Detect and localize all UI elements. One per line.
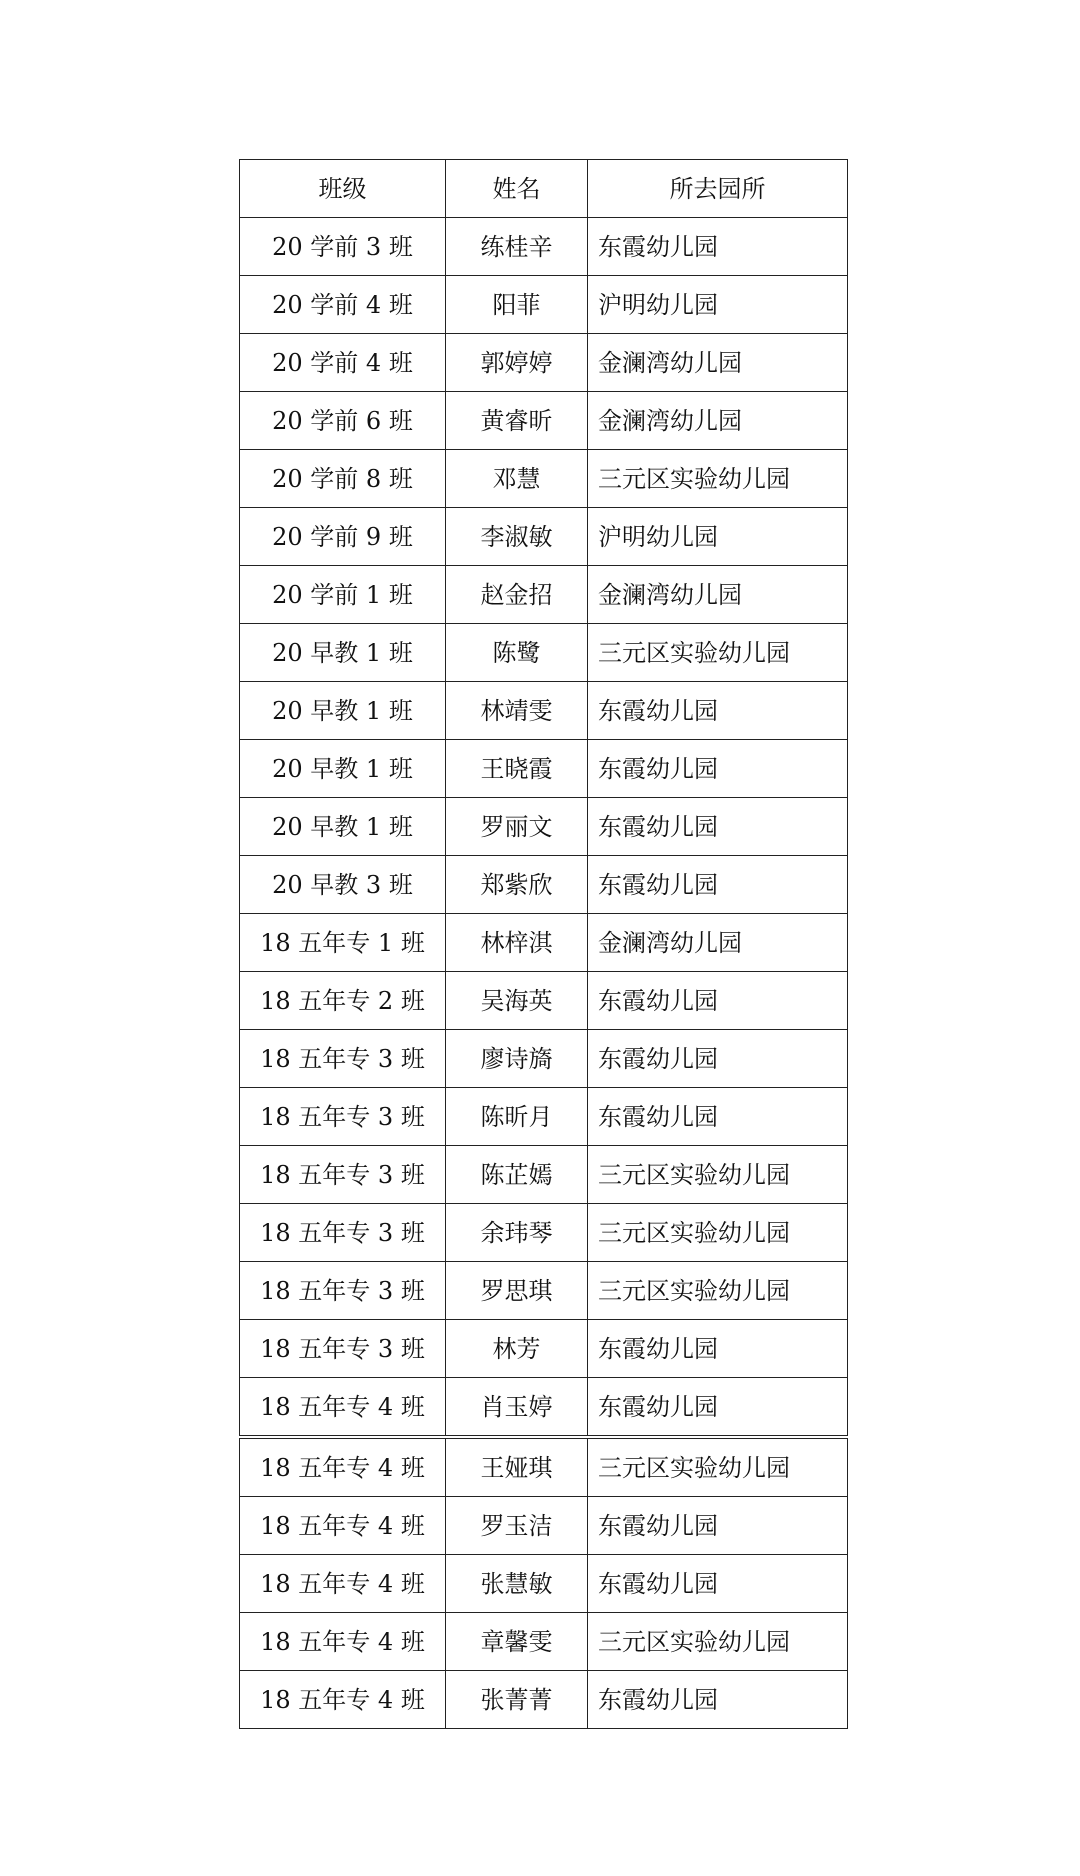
kindergarten-cell: 东霞幼儿园 xyxy=(588,1030,848,1088)
name-cell: 林梓淇 xyxy=(446,914,588,972)
class-cell: 18 五年专 3 班 xyxy=(240,1030,446,1088)
header-class: 班级 xyxy=(240,160,446,218)
table-row xyxy=(240,1378,848,1438)
table-row xyxy=(240,334,848,392)
table-row xyxy=(240,914,848,972)
class-cell: 18 五年专 3 班 xyxy=(240,1088,446,1146)
kindergarten-cell: 金澜湾幼儿园 xyxy=(588,914,848,972)
table-row xyxy=(240,682,848,740)
name-cell: 练桂辛 xyxy=(446,218,588,276)
class-cell: 18 五年专 3 班 xyxy=(240,1204,446,1262)
kindergarten-cell: 三元区实验幼儿园 xyxy=(588,1204,848,1262)
name-cell: 廖诗旖 xyxy=(446,1030,588,1088)
table-row xyxy=(240,1262,848,1320)
name-cell: 林靖雯 xyxy=(446,682,588,740)
kindergarten-cell: 东霞幼儿园 xyxy=(588,218,848,276)
kindergarten-cell: 金澜湾幼儿园 xyxy=(588,392,848,450)
table-row xyxy=(240,1671,848,1729)
name-cell: 罗思琪 xyxy=(446,1262,588,1320)
kindergarten-cell: 金澜湾幼儿园 xyxy=(588,334,848,392)
class-cell: 20 学前 9 班 xyxy=(240,508,446,566)
class-cell: 20 早教 1 班 xyxy=(240,798,446,856)
class-cell: 20 早教 1 班 xyxy=(240,624,446,682)
name-cell: 余玮琴 xyxy=(446,1204,588,1262)
name-cell: 林芳 xyxy=(446,1320,588,1378)
table-row xyxy=(240,1088,848,1146)
kindergarten-cell: 三元区实验幼儿园 xyxy=(588,624,848,682)
class-cell: 20 学前 3 班 xyxy=(240,218,446,276)
name-cell: 吴海英 xyxy=(446,972,588,1030)
kindergarten-cell: 东霞幼儿园 xyxy=(588,798,848,856)
table-header-row xyxy=(240,160,848,218)
table-row xyxy=(240,392,848,450)
table-row xyxy=(240,1613,848,1671)
header-name: 姓名 xyxy=(446,160,588,218)
kindergarten-cell: 沪明幼儿园 xyxy=(588,508,848,566)
table-row xyxy=(240,624,848,682)
table-row xyxy=(240,972,848,1030)
class-cell: 20 学前 8 班 xyxy=(240,450,446,508)
placement-table xyxy=(239,159,848,1729)
kindergarten-cell: 东霞幼儿园 xyxy=(588,1320,848,1378)
name-cell: 陈昕月 xyxy=(446,1088,588,1146)
kindergarten-cell: 东霞幼儿园 xyxy=(588,856,848,914)
table-row xyxy=(240,856,848,914)
class-cell: 18 五年专 3 班 xyxy=(240,1146,446,1204)
table-row xyxy=(240,1146,848,1204)
name-cell: 王晓霞 xyxy=(446,740,588,798)
name-cell: 章馨雯 xyxy=(446,1613,588,1671)
name-cell: 陈芷嫣 xyxy=(446,1146,588,1204)
table-row xyxy=(240,1437,848,1497)
class-cell: 18 五年专 1 班 xyxy=(240,914,446,972)
table-row xyxy=(240,1204,848,1262)
class-cell: 20 学前 1 班 xyxy=(240,566,446,624)
class-cell: 18 五年专 3 班 xyxy=(240,1262,446,1320)
class-cell: 20 学前 4 班 xyxy=(240,276,446,334)
class-cell: 18 五年专 4 班 xyxy=(240,1378,446,1438)
kindergarten-cell: 金澜湾幼儿园 xyxy=(588,566,848,624)
kindergarten-cell: 三元区实验幼儿园 xyxy=(588,1146,848,1204)
name-cell: 邓慧 xyxy=(446,450,588,508)
table-row xyxy=(240,450,848,508)
table-row xyxy=(240,218,848,276)
class-cell: 18 五年专 4 班 xyxy=(240,1497,446,1555)
table-row xyxy=(240,276,848,334)
name-cell: 阳菲 xyxy=(446,276,588,334)
table-row xyxy=(240,740,848,798)
name-cell: 罗丽文 xyxy=(446,798,588,856)
name-cell: 张菁菁 xyxy=(446,1671,588,1729)
kindergarten-cell: 东霞幼儿园 xyxy=(588,972,848,1030)
kindergarten-cell: 东霞幼儿园 xyxy=(588,740,848,798)
name-cell: 肖玉婷 xyxy=(446,1378,588,1438)
table-body xyxy=(240,218,848,1729)
kindergarten-cell: 三元区实验幼儿园 xyxy=(588,1437,848,1497)
header-kindergarten: 所去园所 xyxy=(588,160,848,218)
class-cell: 20 早教 1 班 xyxy=(240,740,446,798)
kindergarten-cell: 三元区实验幼儿园 xyxy=(588,1262,848,1320)
class-cell: 20 早教 1 班 xyxy=(240,682,446,740)
class-cell: 18 五年专 2 班 xyxy=(240,972,446,1030)
kindergarten-cell: 东霞幼儿园 xyxy=(588,1378,848,1438)
kindergarten-cell: 三元区实验幼儿园 xyxy=(588,1613,848,1671)
class-cell: 20 学前 6 班 xyxy=(240,392,446,450)
table-row xyxy=(240,798,848,856)
kindergarten-cell: 沪明幼儿园 xyxy=(588,276,848,334)
name-cell: 郭婷婷 xyxy=(446,334,588,392)
name-cell: 黄睿昕 xyxy=(446,392,588,450)
name-cell: 赵金招 xyxy=(446,566,588,624)
kindergarten-cell: 三元区实验幼儿园 xyxy=(588,450,848,508)
table-row xyxy=(240,1497,848,1555)
name-cell: 王娅琪 xyxy=(446,1437,588,1497)
kindergarten-cell: 东霞幼儿园 xyxy=(588,1088,848,1146)
kindergarten-cell: 东霞幼儿园 xyxy=(588,1497,848,1555)
class-cell: 18 五年专 4 班 xyxy=(240,1555,446,1613)
kindergarten-cell: 东霞幼儿园 xyxy=(588,1671,848,1729)
table-row xyxy=(240,1555,848,1613)
name-cell: 李淑敏 xyxy=(446,508,588,566)
name-cell: 罗玉洁 xyxy=(446,1497,588,1555)
kindergarten-cell: 东霞幼儿园 xyxy=(588,1555,848,1613)
name-cell: 陈鹭 xyxy=(446,624,588,682)
table-row xyxy=(240,508,848,566)
table-row xyxy=(240,566,848,624)
table-row xyxy=(240,1320,848,1378)
class-cell: 20 早教 3 班 xyxy=(240,856,446,914)
kindergarten-cell: 东霞幼儿园 xyxy=(588,682,848,740)
class-cell: 20 学前 4 班 xyxy=(240,334,446,392)
table-row xyxy=(240,1030,848,1088)
class-cell: 18 五年专 4 班 xyxy=(240,1613,446,1671)
name-cell: 郑紫欣 xyxy=(446,856,588,914)
name-cell: 张慧敏 xyxy=(446,1555,588,1613)
class-cell: 18 五年专 4 班 xyxy=(240,1671,446,1729)
class-cell: 18 五年专 4 班 xyxy=(240,1437,446,1497)
class-cell: 18 五年专 3 班 xyxy=(240,1320,446,1378)
